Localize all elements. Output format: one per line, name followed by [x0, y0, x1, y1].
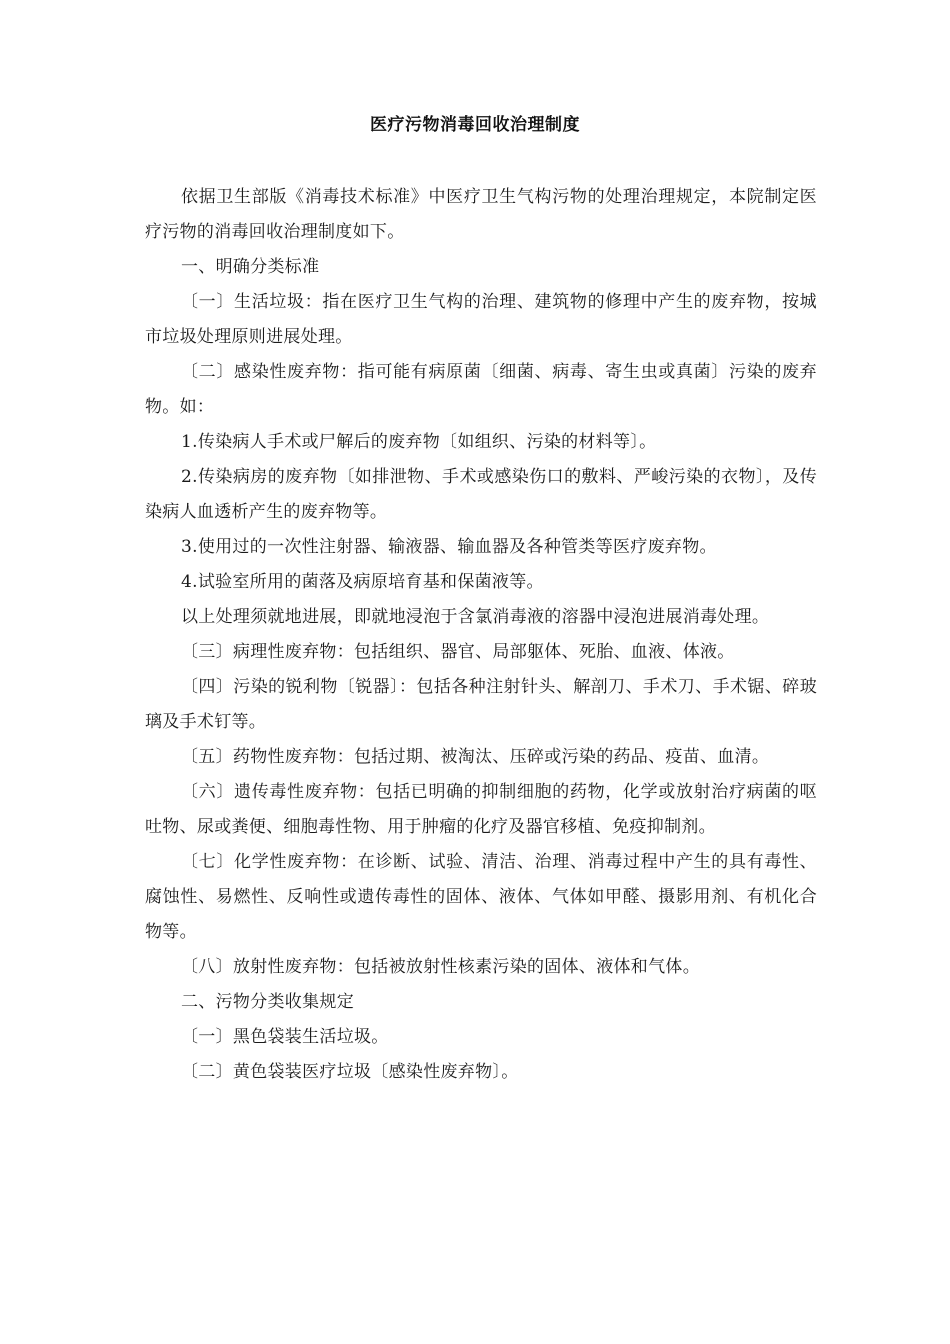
paragraph-pharmaceutical-waste: 〔五〕药物性废弃物：包括过期、被淘汰、压碎或污染的药品、疫苗、血清。	[181, 747, 770, 767]
list-item-1: 1.传染病人手术或尸解后的废弃物〔如组织、污染的材料等〕。	[181, 432, 657, 452]
section-heading-2: 二、污物分类收集规定	[181, 992, 354, 1012]
section-heading-1: 一、明确分类标准	[181, 257, 320, 277]
paragraph-infectious-waste: 〔二〕感染性废弃物：指可能有病原菌〔细菌、病毒、寄生虫或真菌〕污染的废弃物。如：	[145, 362, 817, 417]
paragraph-living-waste: 〔一〕生活垃圾：指在医疗卫生气构的治理、建筑物的修理中产生的废弃物，按城市垃圾处理原则进展处理。	[145, 292, 817, 347]
paragraph-yellow-bag: 〔二〕黄色袋装医疗垃圾〔感染性废弃物〕。	[181, 1062, 519, 1082]
paragraph-radioactive-waste: 〔八〕放射性废弃物：包括被放射性核素污染的固体、液体和气体。	[181, 957, 700, 977]
paragraph-pathological-waste: 〔三〕病理性废弃物：包括组织、器官、局部躯体、死胎、血液、体液。	[181, 642, 735, 662]
paragraph-sharps-waste: 〔四〕污染的锐利物〔锐器〕：包括各种注射针头、解剖刀、手术刀、手术锯、碎玻璃及手术钉等。	[145, 677, 817, 732]
document-body	[145, 180, 817, 1090]
paragraph-disinfection-note: 以上处理须就地进展，即就地浸泡于含氯消毒液的溶器中浸泡进展消毒处理。	[181, 607, 770, 627]
document-title: 医疗污物消毒回收治理制度	[370, 115, 580, 135]
paragraph-genotoxic-waste: 〔六〕遗传毒性废弃物：包括已明确的抑制细胞的药物，化学或放射治疗病菌的呕吐物、尿或粪便、细胞毒性物、用于肿瘤的化疗及器官移植、免疫抑制剂。	[145, 782, 817, 837]
list-item-4: 4.试验室所用的菌落及病原培育基和保菌液等。	[181, 572, 544, 592]
intro-paragraph: 依据卫生部版《消毒技术标准》中医疗卫生气构污物的处理治理规定，本院制定医疗污物的消毒回收治理制度如下。	[145, 187, 817, 242]
paragraph-chemical-waste: 〔七〕化学性废弃物：在诊断、试验、清洁、治理、消毒过程中产生的具有毒性、腐蚀性、易燃性、反响性或遗传毒性的固体、液体、气体如甲醛、摄影用剂、有机化合物等。	[145, 852, 817, 942]
paragraph-black-bag: 〔一〕黑色袋装生活垃圾。	[181, 1027, 389, 1047]
list-item-3: 3.使用过的一次性注射器、输液器、输血器及各种管类等医疗废弃物。	[181, 537, 717, 557]
list-item-2: 2.传染病房的废弃物〔如排泄物、手术或感染伤口的敷料、严峻污染的衣物〕，及传染病人血透析产生的废弃物等。	[145, 467, 817, 522]
